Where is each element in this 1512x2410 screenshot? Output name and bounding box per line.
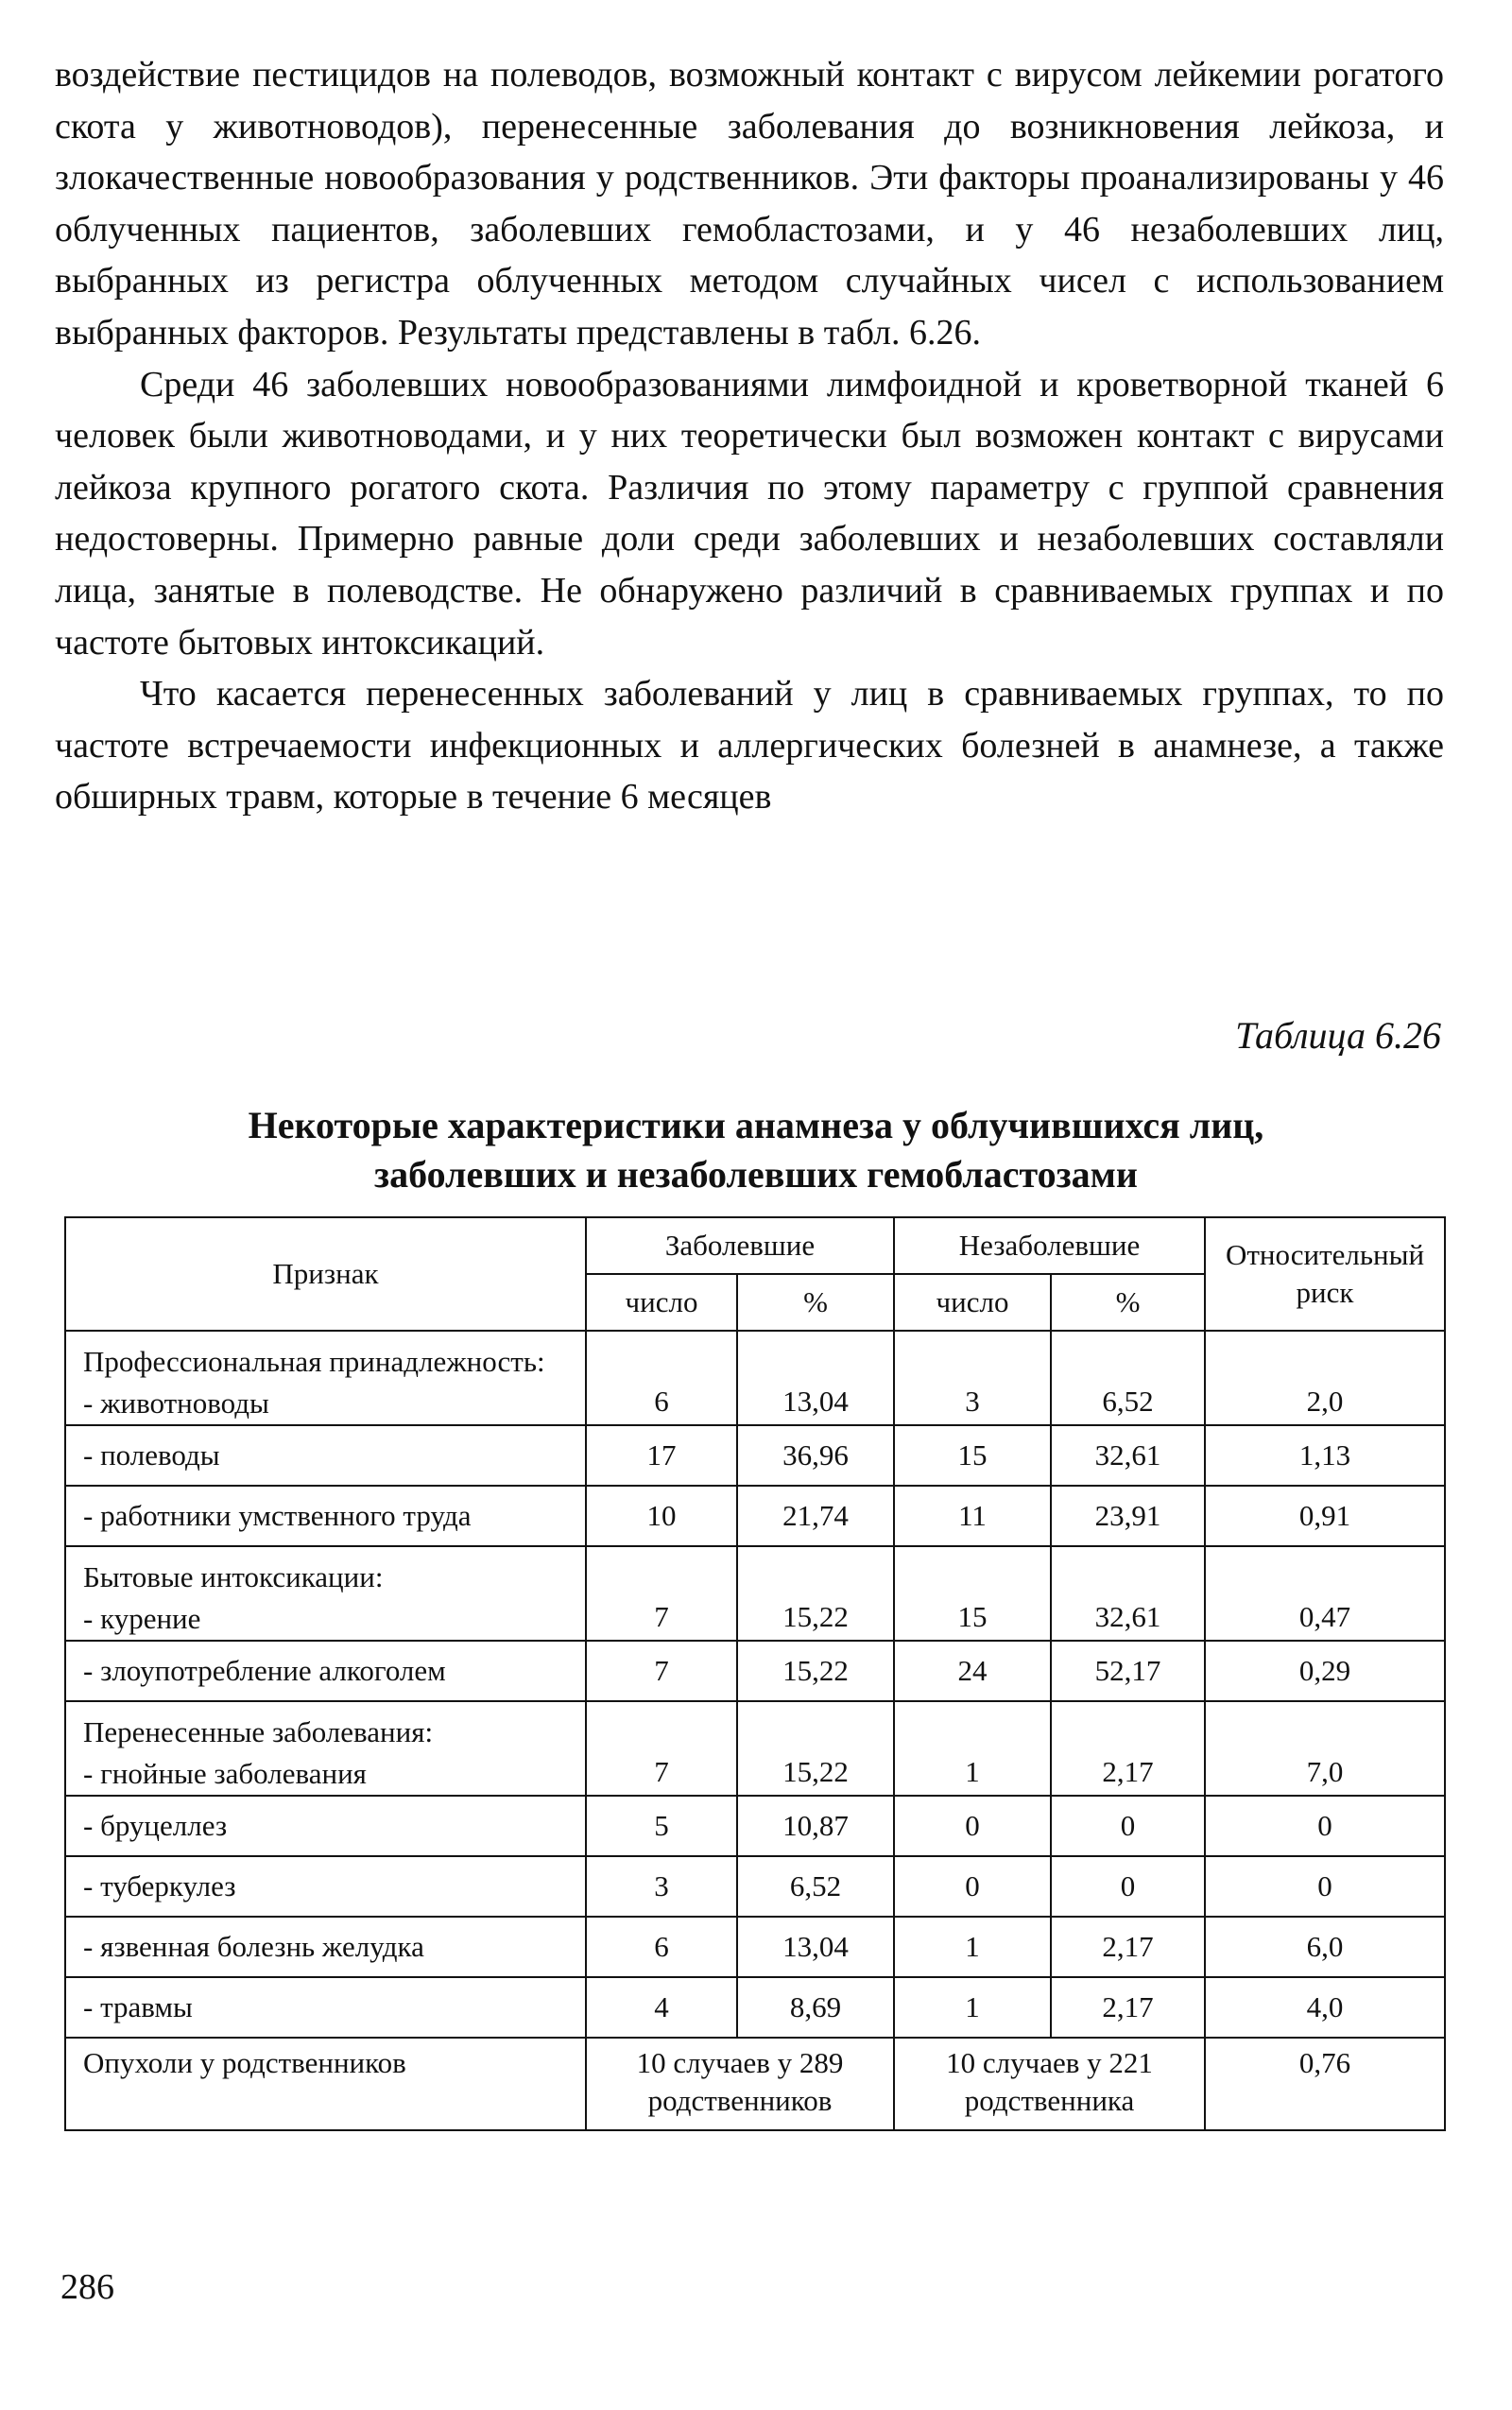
cell-healthy-percent: 2,17 (1051, 1701, 1205, 1796)
cell-healthy-count: 0 (894, 1856, 1051, 1917)
row-feature (65, 1701, 586, 1796)
cell-healthy-count: 3 (894, 1331, 1051, 1425)
cell-sick-summary: 10 случаев у 289 родственников (586, 2038, 894, 2130)
cell-healthy-percent: 0 (1051, 1856, 1205, 1917)
table-label: Таблица 6.26 (1235, 1014, 1441, 1057)
table-row (65, 1546, 1445, 1641)
cell-risk: 7,0 (1205, 1701, 1445, 1796)
table-title-line: Некоторые характеристики анамнеза у облучившихся лиц, (248, 1104, 1264, 1146)
table-title-line: заболевших и незаболевших гемобластозами (374, 1153, 1138, 1196)
body-text (55, 49, 1444, 823)
data-table (64, 1216, 1446, 2131)
header-feature: Признак (65, 1217, 586, 1331)
row-feature (65, 1546, 586, 1641)
cell-sick-count: 6 (586, 1331, 737, 1425)
row-feature: - туберкулез (65, 1856, 586, 1917)
table-row (65, 2038, 1445, 2130)
cell-healthy-percent: 32,61 (1051, 1425, 1205, 1486)
cell-risk: 4,0 (1205, 1977, 1445, 2038)
table-title (0, 1101, 1512, 1199)
table-row (65, 1917, 1445, 1977)
cell-healthy-count: 15 (894, 1425, 1051, 1486)
cell-risk: 6,0 (1205, 1917, 1445, 1977)
row-label: - животноводы (83, 1386, 269, 1420)
cell-healthy-count: 1 (894, 1917, 1051, 1977)
cell-sick-percent: 15,22 (737, 1641, 894, 1701)
paragraph: воздействие пестицидов на полеводов, возможный контакт с вирусом лейкемии рогатого скота у животноводов), перенесенные заболевания до возникновения лейкоза, и злокачественные новообразования у родственников. Эти факторы проанализированы у 46 облученных пациентов, заболевших гемобластозами, и у 46 незаболевших лиц, выбранных из регистра облученных методом случайных чисел с использованием выбранных факторов. Результаты представлены в табл. 6.26. (55, 55, 1444, 353)
group-label: Перенесенные заболевания: (83, 1715, 434, 1748)
cell-sick-percent: 13,04 (737, 1331, 894, 1425)
cell-sick-percent: 10,87 (737, 1796, 894, 1856)
cell-risk: 2,0 (1205, 1331, 1445, 1425)
row-feature: - бруцеллез (65, 1796, 586, 1856)
cell-sick-count: 7 (586, 1701, 737, 1796)
cell-healthy-percent: 0 (1051, 1796, 1205, 1856)
cell-healthy-percent: 2,17 (1051, 1977, 1205, 2038)
table-row (65, 1796, 1445, 1856)
paragraph: Среди 46 заболевших новообразованиями лимфоидной и кроветворной тканей 6 человек были животноводами, и у них теоретически был возможен контакт с вирусами лейкоза крупного рогатого скота. Различия по этому параметру с группой сравнения недостоверны. Примерно равные доли среди заболевших и незаболевших составляли лица, занятые в полеводстве. Не обнаружено различий в сравниваемых группах и по частоте бытовых интоксикаций. (55, 364, 1444, 663)
paragraph: Что касается перенесенных заболеваний у лиц в сравниваемых группах, то по частоте встречаемости инфекционных и аллергических болезней в анамнезе, а также обширных травм, которые в течение 6 месяцев (55, 674, 1444, 818)
cell-healthy-count: 0 (894, 1796, 1051, 1856)
table-row (65, 1641, 1445, 1701)
cell-risk: 0 (1205, 1856, 1445, 1917)
cell-healthy-percent: 6,52 (1051, 1331, 1205, 1425)
page-number: 286 (60, 2267, 114, 2307)
cell-sick-percent: 15,22 (737, 1546, 894, 1641)
cell-sick-percent: 8,69 (737, 1977, 894, 2038)
cell-healthy-count: 1 (894, 1701, 1051, 1796)
row-feature: - язвенная болезнь желудка (65, 1917, 586, 1977)
table-row (65, 1701, 1445, 1796)
cell-sick-count: 17 (586, 1425, 737, 1486)
group-label: Бытовые интоксикации: (83, 1560, 384, 1593)
cell-sick-percent: 6,52 (737, 1856, 894, 1917)
header-risk: Относительный риск (1205, 1217, 1445, 1331)
row-label: - гнойные заболевания (83, 1757, 367, 1790)
row-feature: - работники умственного труда (65, 1486, 586, 1546)
cell-healthy-count: 15 (894, 1546, 1051, 1641)
cell-healthy-percent: 52,17 (1051, 1641, 1205, 1701)
cell-sick-count: 7 (586, 1546, 737, 1641)
header-healthy-count: число (894, 1274, 1051, 1331)
table-row (65, 1331, 1445, 1425)
cell-healthy-percent: 32,61 (1051, 1546, 1205, 1641)
header-sick-count: число (586, 1274, 737, 1331)
cell-healthy-summary: 10 случаев у 221 родственника (894, 2038, 1205, 2130)
row-feature: - полеводы (65, 1425, 586, 1486)
row-feature (65, 1331, 586, 1425)
table-row (65, 1977, 1445, 2038)
cell-healthy-percent: 2,17 (1051, 1917, 1205, 1977)
cell-risk: 0,47 (1205, 1546, 1445, 1641)
table-row (65, 1486, 1445, 1546)
table-row (65, 1856, 1445, 1917)
cell-healthy-count: 1 (894, 1977, 1051, 2038)
cell-healthy-count: 24 (894, 1641, 1051, 1701)
cell-risk: 0,29 (1205, 1641, 1445, 1701)
header-healthy-percent: % (1051, 1274, 1205, 1331)
cell-healthy-count: 11 (894, 1486, 1051, 1546)
cell-sick-percent: 13,04 (737, 1917, 894, 1977)
cell-sick-count: 6 (586, 1917, 737, 1977)
cell-sick-count: 5 (586, 1796, 737, 1856)
cell-sick-percent: 15,22 (737, 1701, 894, 1796)
row-feature: - травмы (65, 1977, 586, 2038)
table-row (65, 1425, 1445, 1486)
row-feature: Опухоли у родственников (65, 2038, 586, 2130)
header-healthy: Незаболевшие (894, 1217, 1205, 1274)
cell-risk: 1,13 (1205, 1425, 1445, 1486)
row-label: - курение (83, 1602, 201, 1635)
cell-sick-count: 3 (586, 1856, 737, 1917)
cell-sick-percent: 36,96 (737, 1425, 894, 1486)
header-sick-percent: % (737, 1274, 894, 1331)
cell-sick-count: 10 (586, 1486, 737, 1546)
cell-risk: 0,91 (1205, 1486, 1445, 1546)
cell-sick-count: 4 (586, 1977, 737, 2038)
header-sick: Заболевшие (586, 1217, 894, 1274)
cell-sick-percent: 21,74 (737, 1486, 894, 1546)
cell-sick-count: 7 (586, 1641, 737, 1701)
cell-healthy-percent: 23,91 (1051, 1486, 1205, 1546)
group-label: Профессиональная принадлежность: (83, 1345, 545, 1378)
cell-risk: 0,76 (1205, 2038, 1445, 2130)
cell-risk: 0 (1205, 1796, 1445, 1856)
row-feature: - злоупотребление алкоголем (65, 1641, 586, 1701)
